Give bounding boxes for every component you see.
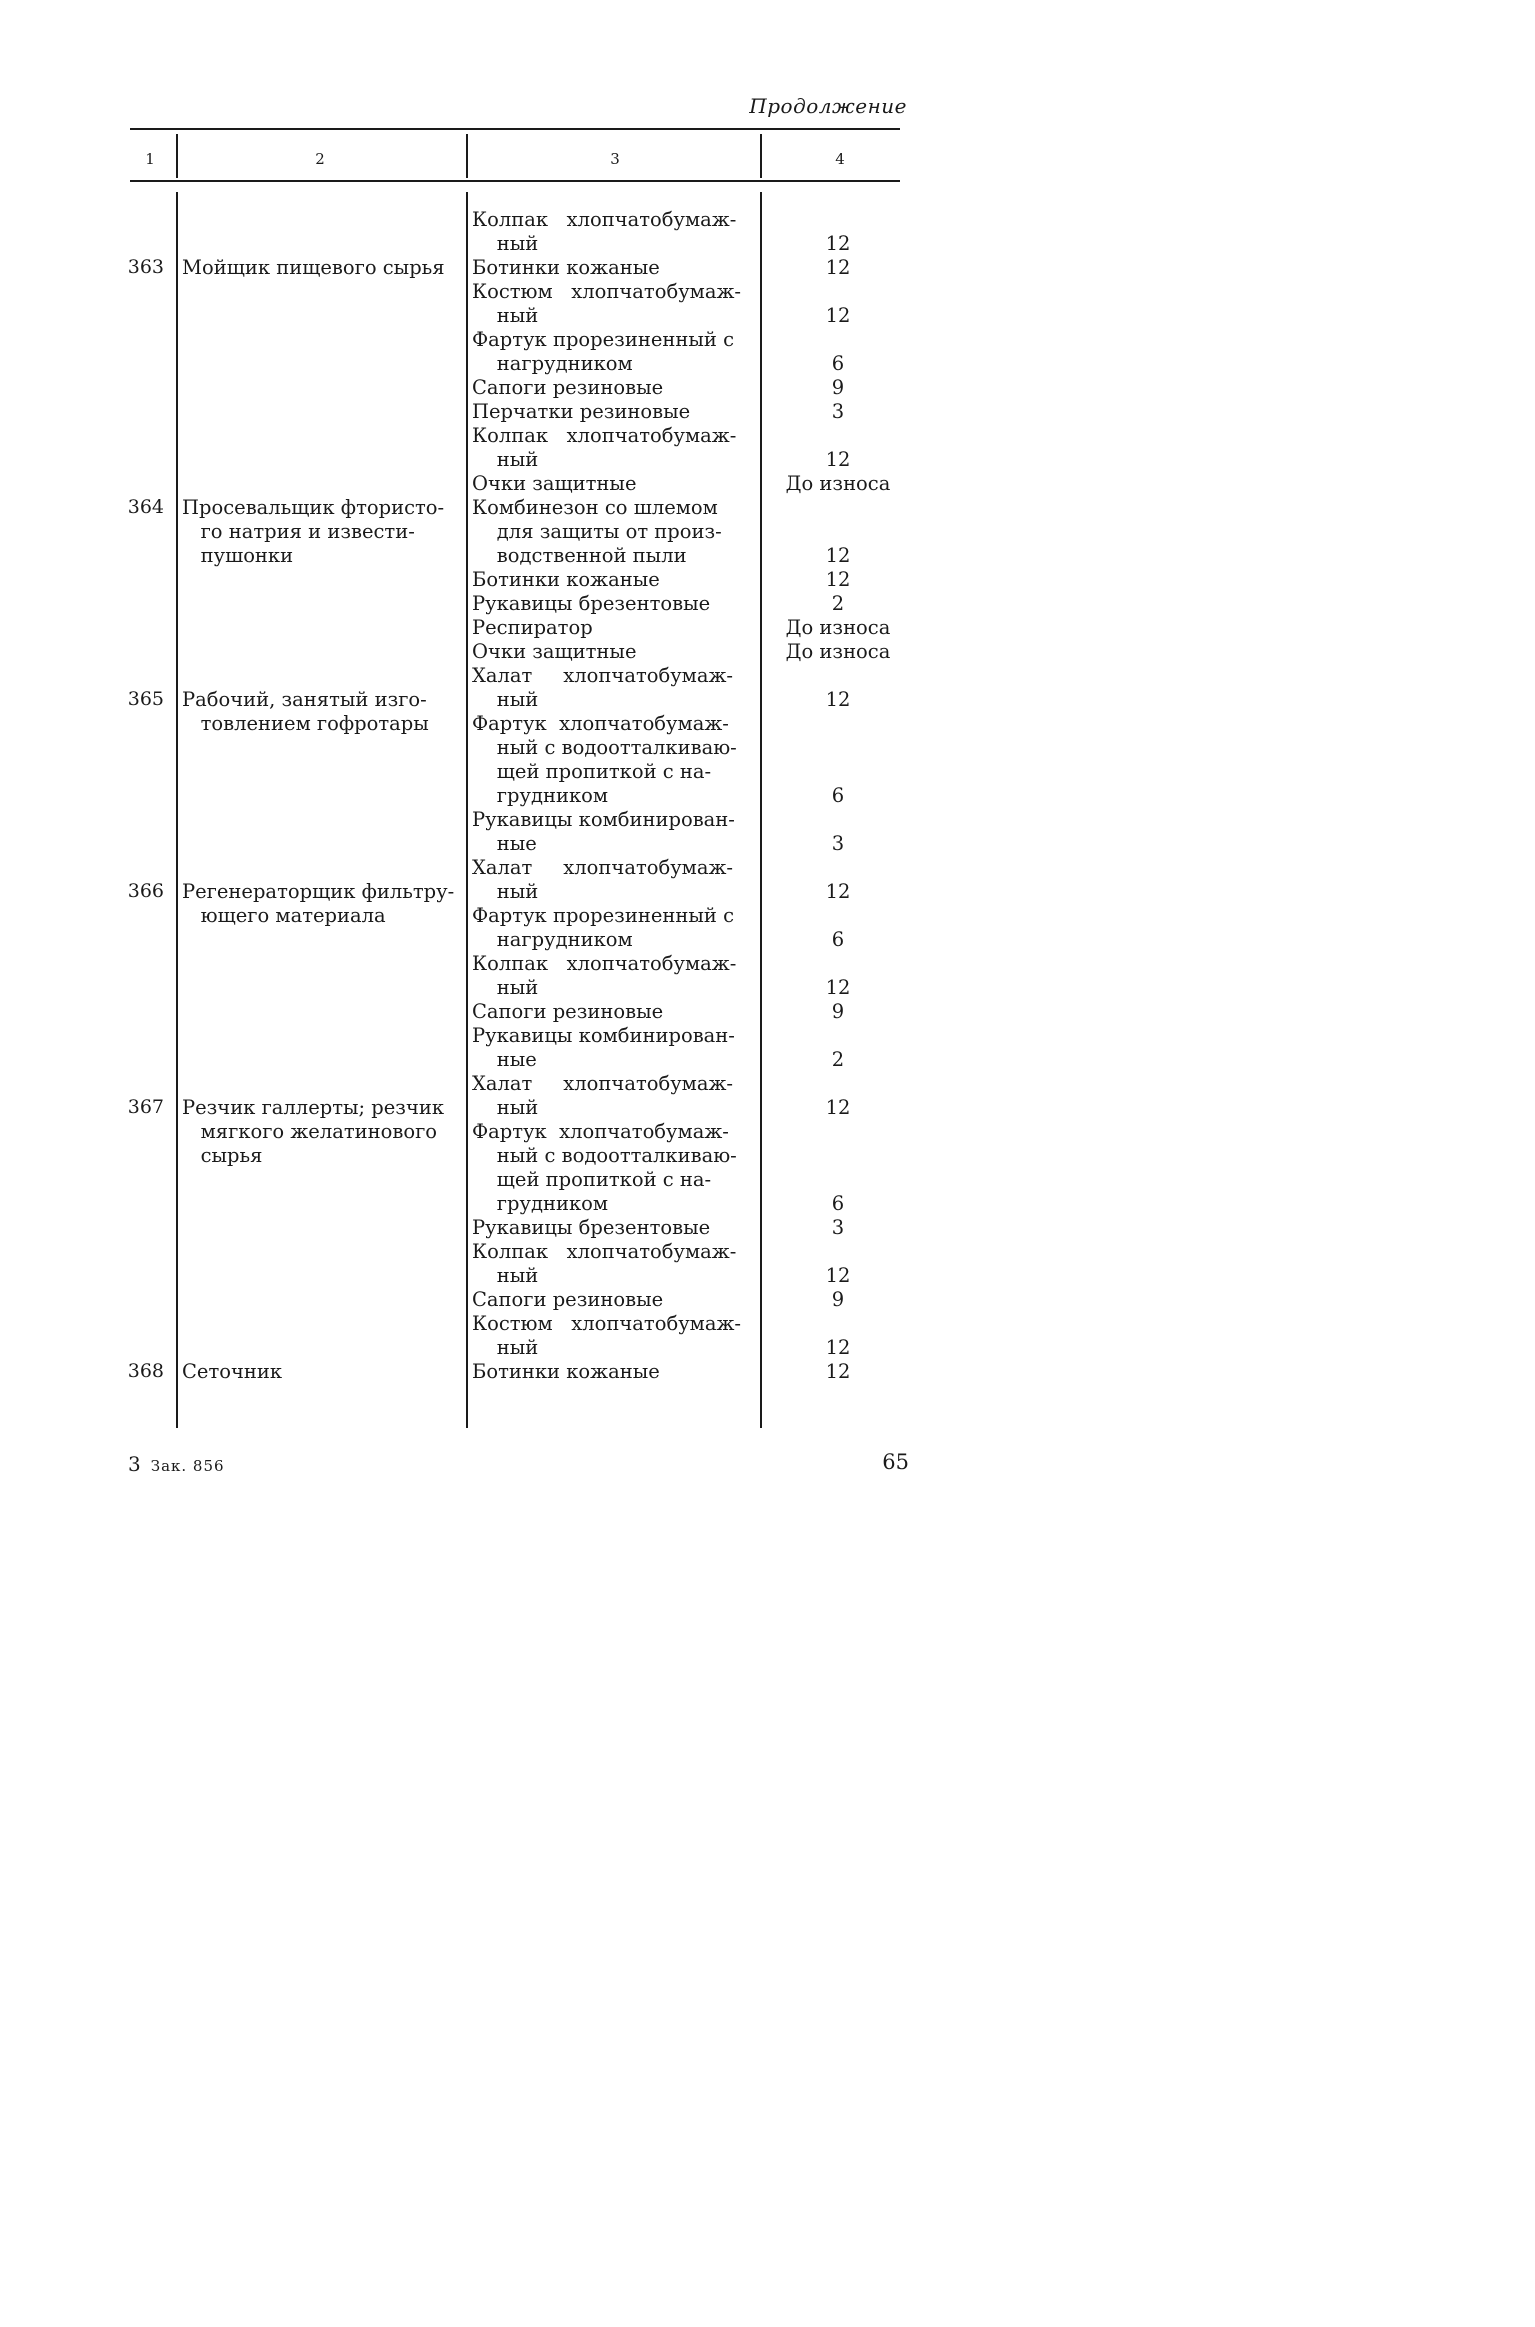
wear-term: 12 (825, 448, 851, 471)
row-number: 363 (127, 256, 164, 278)
item-line: грудником (472, 784, 609, 807)
item-line: Фартук хлопчатобумаж- (472, 712, 729, 735)
occupation-line: го натрия и извести- (182, 520, 415, 543)
protective-item (472, 208, 760, 256)
item-line: ный (472, 880, 539, 903)
protective-item (472, 1360, 760, 1384)
item-line: Очки защитные (472, 472, 637, 495)
item-line: Сапоги резиновые (472, 376, 664, 399)
protective-item (472, 856, 760, 904)
item-line: Рукавицы брезентовые (472, 1216, 711, 1239)
protective-item (472, 424, 760, 472)
document-page (0, 0, 1031, 1563)
item-line: ный (472, 232, 539, 255)
item-line: водственной пыли (472, 544, 687, 567)
item-line: Колпак хлопчатобумаж- (472, 424, 737, 447)
occupation-name (182, 496, 464, 568)
protective-item (472, 496, 760, 568)
wear-term: 12 (825, 1360, 851, 1383)
wear-term: 6 (831, 352, 845, 375)
protective-item (472, 1120, 760, 1216)
item-line: Рукавицы комбинирован- (472, 1024, 735, 1047)
wear-term: 6 (831, 784, 845, 807)
row-number: 367 (127, 1096, 164, 1118)
item-line: Сапоги резиновые (472, 1288, 664, 1311)
page-number: 65 (882, 1450, 909, 1474)
row-number: 364 (127, 496, 164, 518)
item-line: Колпак хлопчатобумаж- (472, 952, 737, 975)
item-line: Колпак хлопчатобумаж- (472, 208, 737, 231)
occupation-line: сырья (182, 1144, 263, 1167)
wear-term: До износа (785, 472, 891, 495)
protective-item (472, 1216, 760, 1240)
wear-term: 12 (825, 232, 851, 255)
item-line: Фартук прорезиненный с (472, 904, 734, 927)
body-divider-1 (176, 192, 178, 1428)
header-divider-3 (760, 134, 762, 178)
wear-term: 2 (831, 1048, 845, 1071)
protective-item (472, 1072, 760, 1120)
wear-term: 3 (831, 832, 845, 855)
item-line: ные (472, 1048, 537, 1071)
item-line: Костюм хлопчатобумаж- (472, 280, 741, 303)
occupation-line: Резчик галлерты; резчик (182, 1096, 445, 1119)
protective-item (472, 1312, 760, 1360)
wear-term: 9 (831, 1288, 845, 1311)
wear-term: 12 (825, 1336, 851, 1359)
protective-item (472, 280, 760, 328)
protective-item (472, 256, 760, 280)
occupation-name (182, 256, 464, 280)
item-line: Халат хлопчатобумаж- (472, 1072, 734, 1095)
occupation-line: пушонки (182, 544, 294, 567)
protective-item (472, 904, 760, 952)
item-line: щей пропиткой с на- (472, 760, 712, 783)
column-header-2: 2 (315, 150, 325, 168)
item-line: ные (472, 832, 537, 855)
item-line: Костюм хлопчатобумаж- (472, 1312, 741, 1335)
protective-item (472, 592, 760, 616)
row-number: 366 (127, 880, 164, 902)
item-line: ный (472, 304, 539, 327)
protective-item (472, 376, 760, 400)
item-line: нагрудником (472, 352, 633, 375)
wear-term: 6 (831, 928, 845, 951)
wear-term: 12 (825, 256, 851, 279)
item-line: грудником (472, 1192, 609, 1215)
occupation-name (182, 688, 464, 736)
item-line: щей пропиткой с на- (472, 1168, 712, 1191)
wear-term: 12 (825, 1264, 851, 1287)
item-line: ный (472, 448, 539, 471)
protective-item (472, 712, 760, 808)
item-line: Фартук прорезиненный с (472, 328, 734, 351)
protective-item (472, 640, 760, 664)
item-line: Ботинки кожаные (472, 256, 660, 279)
item-line: Фартук хлопчатобумаж- (472, 1120, 729, 1143)
protective-item (472, 400, 760, 424)
wear-term: 9 (831, 376, 845, 399)
wear-term: 2 (831, 592, 845, 615)
body-divider-3 (760, 192, 762, 1428)
item-line: Ботинки кожаные (472, 568, 660, 591)
item-line: ный (472, 688, 539, 711)
column-header-1: 1 (145, 150, 155, 168)
wear-term: 12 (825, 304, 851, 327)
item-line: Халат хлопчатобумаж- (472, 664, 734, 687)
wear-term: 12 (825, 880, 851, 903)
wear-term: 6 (831, 1192, 845, 1215)
wear-term: 12 (825, 688, 851, 711)
wear-term: 12 (825, 976, 851, 999)
protective-item (472, 952, 760, 1000)
item-line: Рукавицы комбинирован- (472, 808, 735, 831)
protective-item (472, 664, 760, 712)
row-number: 365 (127, 688, 164, 710)
item-line: Перчатки резиновые (472, 400, 691, 423)
item-line: ный (472, 1336, 539, 1359)
header-divider-2 (466, 134, 468, 178)
item-line: ный (472, 1096, 539, 1119)
wear-term: До износа (785, 616, 891, 639)
table-top-rule (130, 128, 900, 130)
protective-item (472, 328, 760, 376)
wear-term: 3 (831, 400, 845, 423)
occupation-line: мягкого желатинового (182, 1120, 438, 1143)
order-number: Зак. 856 (150, 1457, 225, 1475)
signature-mark: 3 (128, 1452, 141, 1476)
occupation-line: Просевальщик фтористо- (182, 496, 445, 519)
item-line: ный с водоотталкиваю- (472, 1144, 737, 1167)
header-divider-1 (176, 134, 178, 178)
wear-term: 12 (825, 568, 851, 591)
protective-item (472, 1240, 760, 1288)
item-line: Комбинезон со шлемом (472, 496, 718, 519)
footer-signature (128, 1452, 225, 1476)
wear-term: 3 (831, 1216, 845, 1239)
occupation-name (182, 1096, 464, 1168)
protective-item (472, 808, 760, 856)
wear-term: 12 (825, 544, 851, 567)
wear-term: До износа (785, 640, 891, 663)
wear-term: 12 (825, 1096, 851, 1119)
protective-item (472, 568, 760, 592)
item-line: Халат хлопчатобумаж- (472, 856, 734, 879)
occupation-name (182, 1360, 464, 1384)
continuation-label: Продолжение (749, 94, 907, 118)
item-line: ный (472, 1264, 539, 1287)
protective-item (472, 1024, 760, 1072)
item-line: Ботинки кожаные (472, 1360, 660, 1383)
occupation-line: Сеточник (182, 1360, 283, 1383)
body-divider-2 (466, 192, 468, 1428)
item-line: нагрудником (472, 928, 633, 951)
occupation-line: Мойщик пищевого сырья (182, 256, 445, 279)
occupation-line: товлением гофротары (182, 712, 429, 735)
item-line: Рукавицы брезентовые (472, 592, 711, 615)
item-line: ный (472, 976, 539, 999)
item-line: Респиратор (472, 616, 593, 639)
row-number: 368 (127, 1360, 164, 1382)
item-line: Сапоги резиновые (472, 1000, 664, 1023)
occupation-name (182, 880, 464, 928)
column-header-3: 3 (610, 150, 620, 168)
item-line: ный с водоотталкиваю- (472, 736, 737, 759)
protective-item (472, 1288, 760, 1312)
item-line: Очки защитные (472, 640, 637, 663)
wear-term: 9 (831, 1000, 845, 1023)
occupation-line: Регенераторщик фильтру- (182, 880, 455, 903)
item-line: Колпак хлопчатобумаж- (472, 1240, 737, 1263)
protective-item (472, 472, 760, 496)
column-header-4: 4 (835, 150, 845, 168)
protective-item (472, 1000, 760, 1024)
item-line: для защиты от произ- (472, 520, 722, 543)
table-header-rule (130, 180, 900, 182)
protective-item (472, 616, 760, 640)
occupation-line: ющего материала (182, 904, 386, 927)
occupation-line: Рабочий, занятый изго- (182, 688, 427, 711)
